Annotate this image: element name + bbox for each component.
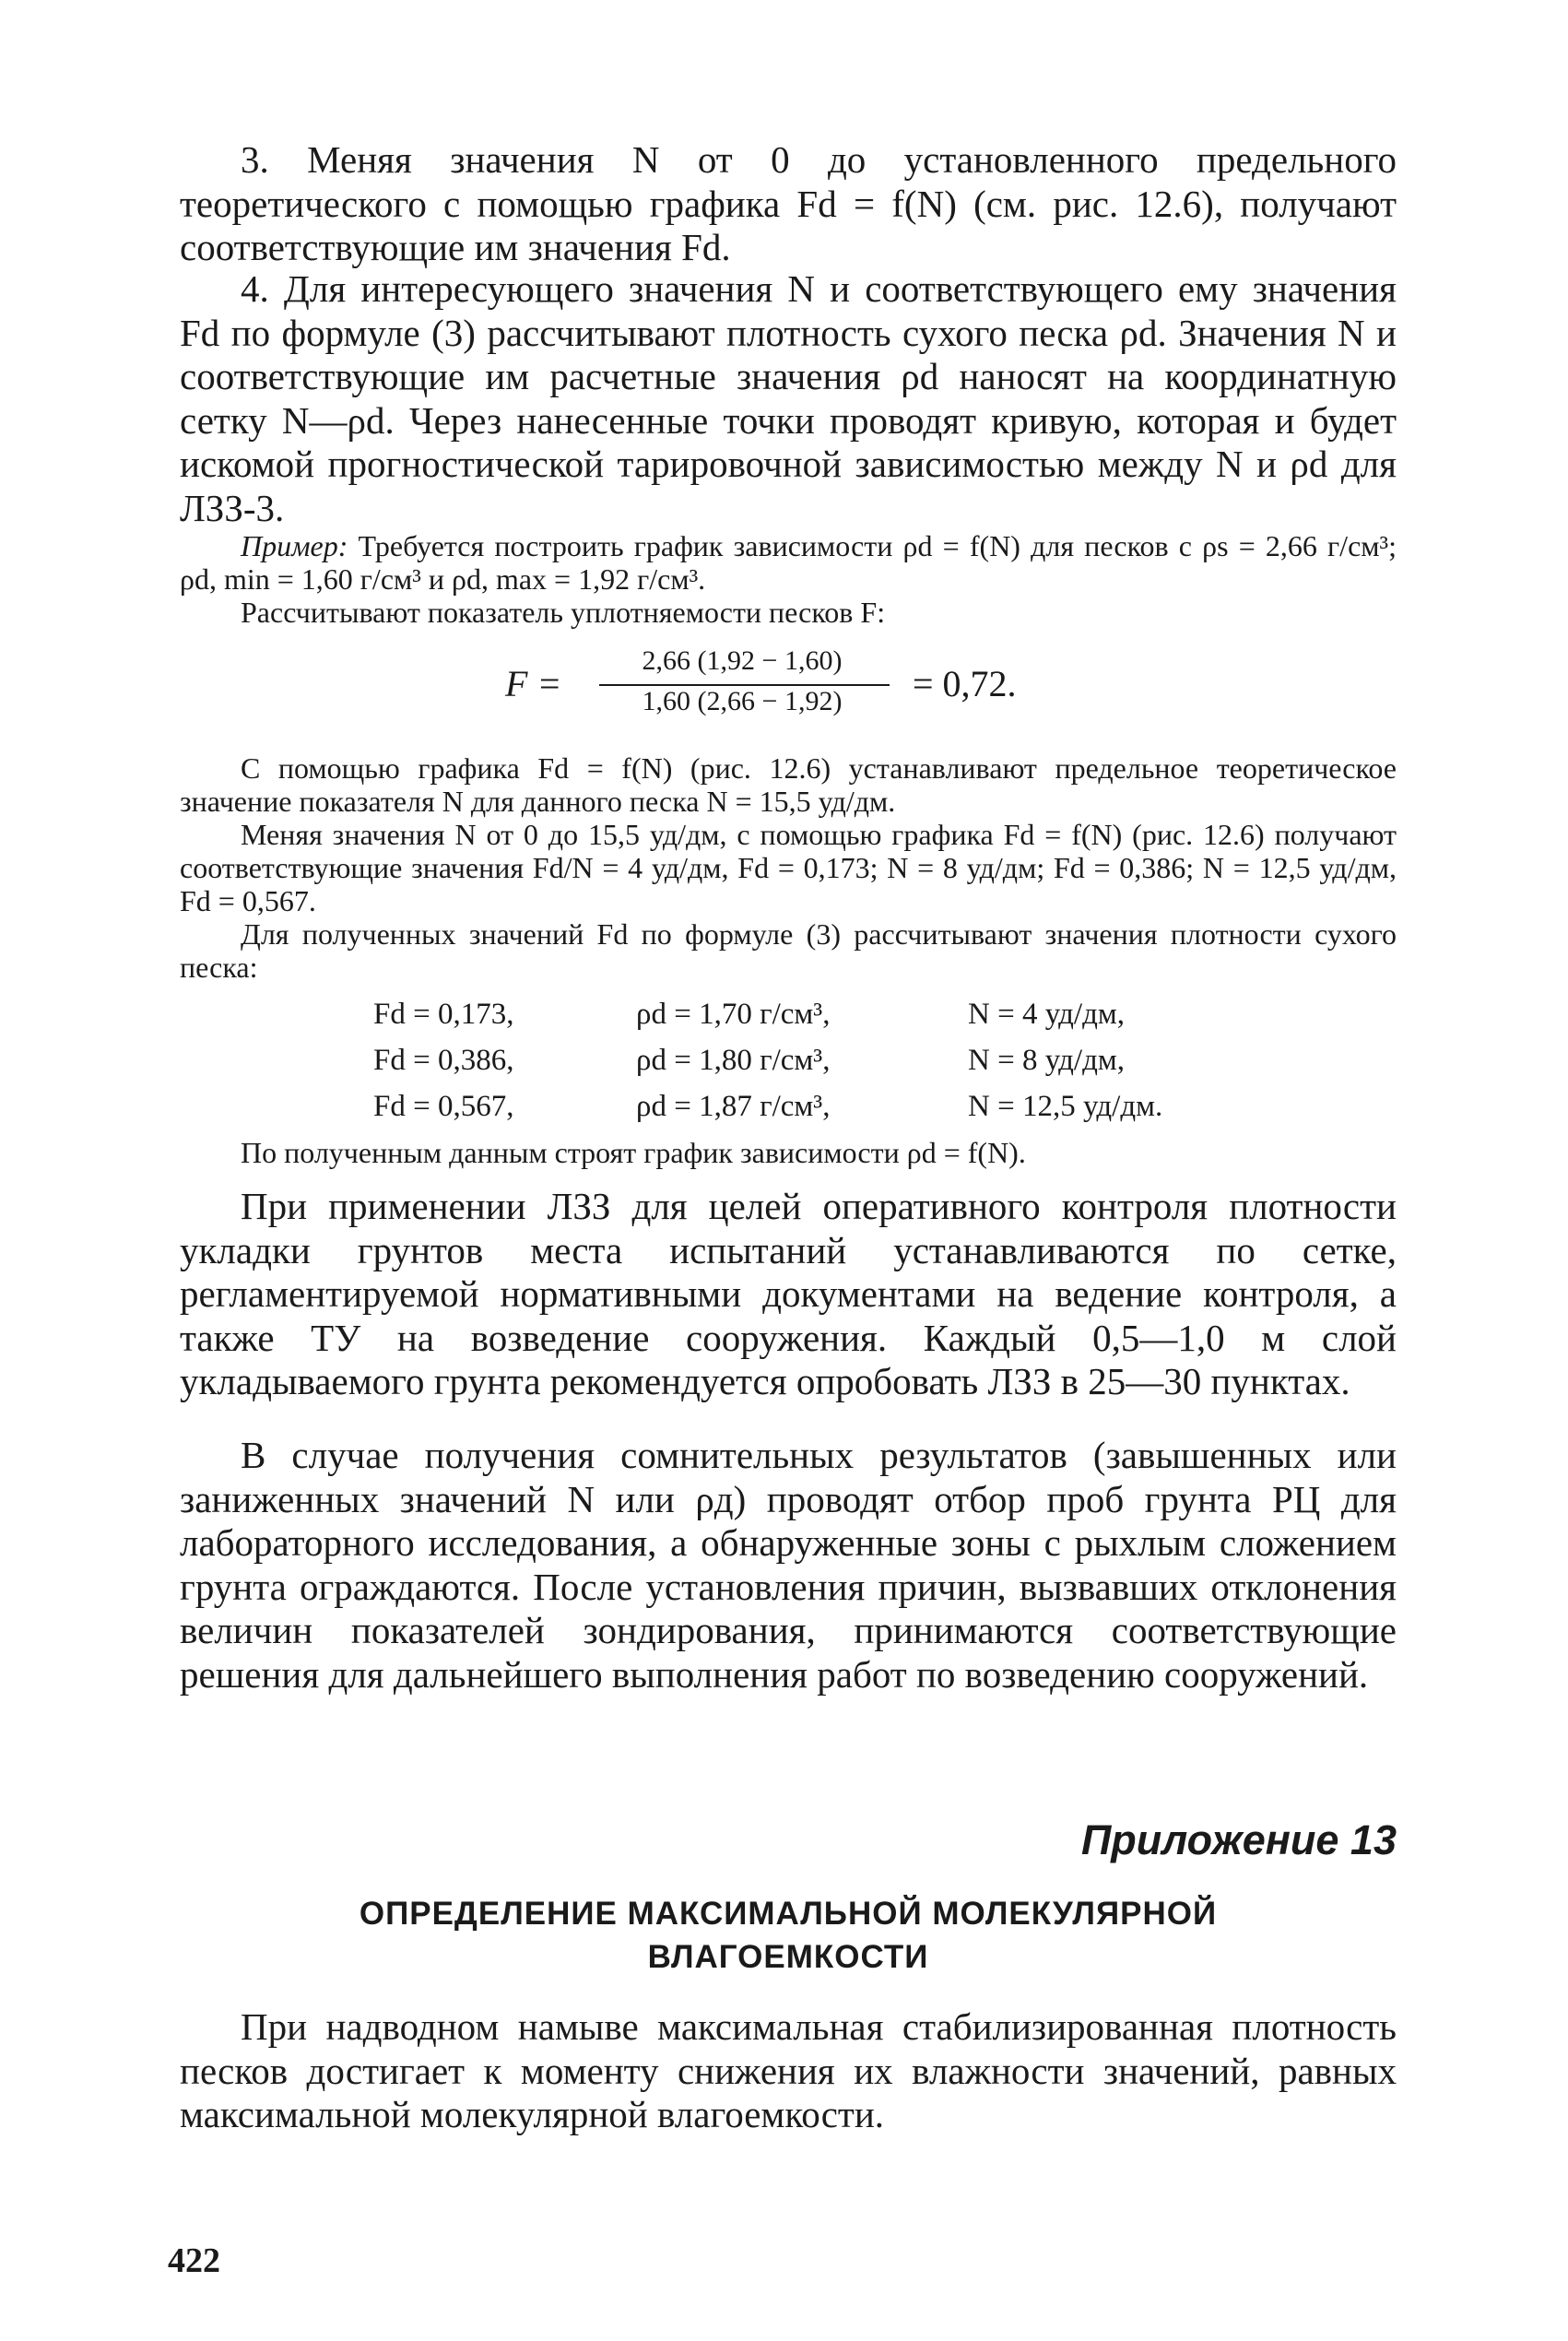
step-3-block — [180, 138, 1397, 270]
graph-block — [180, 751, 1397, 984]
final-paragraph: При надводном намыве максимальная стабилизированная плотность песков достигает к моменту снижения их влажности значений, равных максимальной молекулярной влагоемкости. — [180, 2005, 1397, 2135]
vary-paragraph: Меняя значения N от 0 до 15,5 уд/дм, с помощью графика Fd = f(N) (рис. 12.6) получают соответствующие значения Fd/N = 4 уд/дм, Fd = 0,173; N = 8 уд/дм; Fd = 0,386; N = 12,5 уд/дм, Fd = 0,567. — [180, 818, 1397, 917]
appendix-heading: Приложение 13 — [1080, 1816, 1397, 1863]
formula-numerator: 2,66 (1,92 − 1,60) — [642, 645, 843, 676]
obtained-paragraph: Для полученных значений Fd по формуле (3) рассчитывают значения плотности сухого песка: — [180, 917, 1397, 984]
doubt-paragraph: В случае получения сомнительных результатов (завышенных или заниженных значений N или ρд) проводят отбор проб грунта РЦ для лабораторного исследования, а обнаруженные зоны с рыхлым сложением грунта ограждаются. После установления причин, вызвавших отклонения величин показателей зондирования, принимаются соответствующие решения для дальнейшего выполнения работ по возведению сооружений. — [180, 1434, 1397, 1696]
build-block — [180, 1136, 1397, 1169]
section-title — [180, 1892, 1397, 1979]
build-paragraph: По полученным данным строят график зависимости ρd = f(N). — [241, 1136, 1026, 1169]
doubt-block — [180, 1434, 1397, 1697]
formula-denominator: 1,60 (2,66 − 1,92) — [642, 686, 843, 716]
example-text: Требуется построить график зависимости ρd = f(N) для песков с ρs = 2,66 г/см³; ρd, min = 1,60 г/см³ и ρd, max = 1,92 г/см³. — [180, 529, 1397, 596]
step-4-paragraph: 4. Для интересующего значения N и соответствующего ему значения Fd по формуле (3) рассчитывают плотность сухого песка ρd. Значения N и соответствующие им расчетные значения ρd наносят на координатную сетку N—ρd. Через нанесенные точки проводят кривую, которая и будет искомой прогностической тарировочной зависимостью между N и ρd для ЛЗЗ-3. — [180, 267, 1397, 529]
example-block — [180, 529, 1397, 629]
final-block — [180, 2005, 1397, 2137]
result-n: N = 12,5 уд/дм. — [968, 1090, 1163, 1123]
formula-lhs: F = — [505, 663, 562, 704]
result-fd: Fd = 0,173, — [373, 998, 514, 1031]
section-title-line-1: ОПРЕДЕЛЕНИЕ МАКСИМАЛЬНОЙ МОЛЕКУЛЯРНОЙ — [359, 1896, 1218, 1932]
control-block — [180, 1185, 1397, 1404]
graph-paragraph: С помощью графика Fd = f(N) (рис. 12.6) устанавливают предельное теоретическое значение показателя N для данного песка N = 15,5 уд/дм. — [180, 751, 1397, 818]
result-rho: ρd = 1,87 г/см³, — [636, 1090, 831, 1123]
example-label: Пример: — [241, 529, 348, 562]
result-n: N = 4 уд/дм, — [968, 998, 1125, 1031]
calc-intro: Рассчитывают показатель уплотняемости песков F: — [241, 596, 886, 629]
result-n: N = 8 уд/дм, — [968, 1044, 1125, 1077]
formula-result: = 0,72. — [913, 663, 1017, 704]
example-paragraph — [180, 529, 1397, 596]
result-rho: ρd = 1,80 г/см³, — [636, 1044, 831, 1077]
result-fd: Fd = 0,386, — [373, 1044, 514, 1077]
section-title-line-2: ВЛАГОЕМКОСТИ — [647, 1939, 929, 1975]
result-fd: Fd = 0,567, — [373, 1090, 514, 1123]
step-4-block — [180, 267, 1397, 530]
step-3-paragraph: 3. Меняя значения N от 0 до установленного предельного теоретического с помощью графика Fd = f(N) (см. рис. 12.6), получают соответствующие им значения Fd. — [180, 138, 1397, 268]
control-paragraph: При применении ЛЗЗ для целей оперативного контроля плотности укладки грунтов места испытаний устанавливаются по сетке, регламентируемой нормативными документами на ведение контроля, а также ТУ на возведение сооружения. Каждый 0,5—1,0 м слой укладываемого грунта рекомендуется опробовать ЛЗЗ в 25—30 пунктах. — [180, 1185, 1397, 1402]
result-rho: ρd = 1,70 г/см³, — [636, 998, 831, 1031]
page-number: 422 — [168, 2241, 220, 2280]
